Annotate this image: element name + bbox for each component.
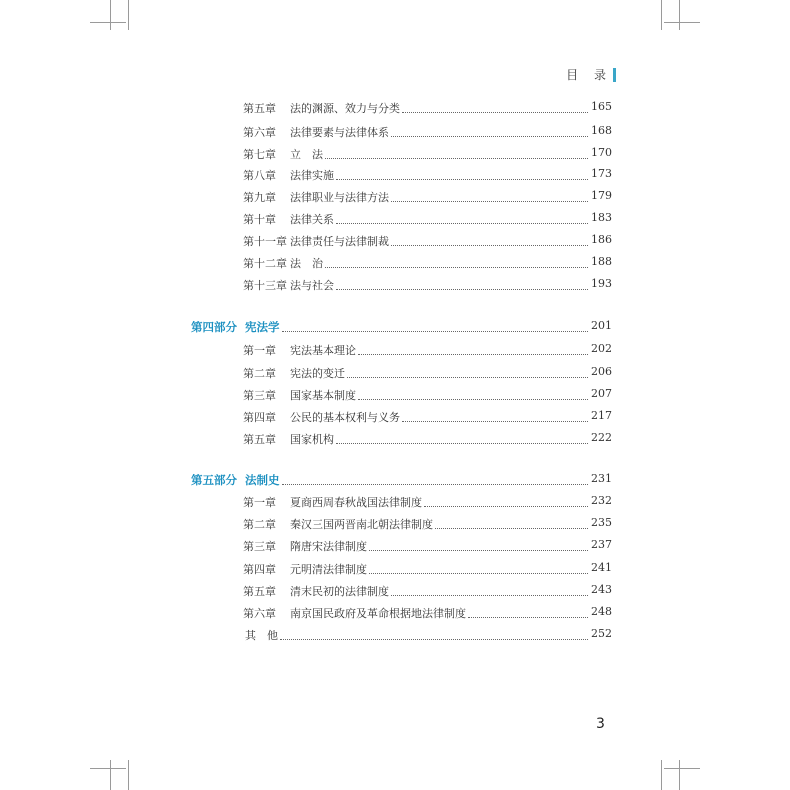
toc-page-number: 183 <box>591 211 612 224</box>
toc-chapter-row <box>0 605 790 625</box>
toc-leader-dots <box>391 136 588 137</box>
toc-chapter-row <box>0 211 790 231</box>
crop-mark <box>679 0 680 30</box>
toc-leader-dots <box>282 331 588 332</box>
page-header-title: 目 录 <box>566 68 612 82</box>
toc-chapter-row <box>0 431 790 451</box>
toc-entry-title: 立 法 <box>290 148 323 161</box>
toc-entry-title: 秦汉三国两晋南北朝法律制度 <box>290 518 433 531</box>
toc-entry-title: 夏商西周春秋战国法律制度 <box>290 496 422 509</box>
crop-mark <box>661 0 662 30</box>
toc-entry-title: 宪法学 <box>245 320 280 334</box>
toc-chapter-row <box>0 146 790 166</box>
toc-leader-dots <box>391 201 588 202</box>
toc-page-number: 235 <box>591 516 612 529</box>
crop-mark <box>679 760 680 790</box>
toc-leader-dots <box>358 354 588 355</box>
toc-entry-title: 法的渊源、效力与分类 <box>290 102 400 115</box>
toc-chapter-row <box>0 583 790 603</box>
toc-entry-number: 第四章 <box>243 563 276 576</box>
toc-entry-number: 第九章 <box>243 191 276 204</box>
toc-leader-dots <box>358 399 588 400</box>
toc-chapter-row <box>0 538 790 558</box>
toc-page-number: 173 <box>591 167 612 180</box>
toc-entry-number: 第一章 <box>243 344 276 357</box>
toc-leader-dots <box>424 506 588 507</box>
toc-page-number: 243 <box>591 583 612 596</box>
toc-page-number: 170 <box>591 146 612 159</box>
toc-entry-number: 第八章 <box>243 169 276 182</box>
toc-chapter-row <box>0 100 790 120</box>
crop-mark <box>110 0 111 30</box>
toc-leader-dots <box>336 443 588 444</box>
toc-entry-title: 公民的基本权利与义务 <box>290 411 400 424</box>
toc-page-number: 193 <box>591 277 612 290</box>
toc-page-number: 202 <box>591 342 612 355</box>
toc-chapter-row <box>0 627 790 647</box>
toc-entry-title: 法 治 <box>290 257 323 270</box>
toc-leader-dots <box>435 528 588 529</box>
toc-entry-number: 第十一章 <box>243 235 287 248</box>
header-accent-bar <box>613 68 616 82</box>
crop-mark <box>90 22 126 23</box>
toc-page-number: 201 <box>591 319 612 332</box>
toc-entry-title: 法与社会 <box>290 279 334 292</box>
toc-chapter-row <box>0 124 790 144</box>
toc-leader-dots <box>468 617 588 618</box>
toc-leader-dots <box>369 550 588 551</box>
toc-entry-title: 法制史 <box>245 473 280 487</box>
toc-page-number: 232 <box>591 494 612 507</box>
crop-mark <box>128 760 129 790</box>
toc-leader-dots <box>369 573 588 574</box>
crop-mark <box>661 760 662 790</box>
toc-page-number: 186 <box>591 233 612 246</box>
toc-leader-dots <box>336 289 588 290</box>
toc-entry-number: 第五章 <box>243 433 276 446</box>
toc-chapter-row <box>0 167 790 187</box>
toc-chapter-row <box>0 255 790 275</box>
toc-leader-dots <box>282 484 588 485</box>
toc-page-number: 222 <box>591 431 612 444</box>
toc-entry-title: 法律责任与法律制裁 <box>290 235 389 248</box>
toc-page-number: 165 <box>591 100 612 113</box>
toc-leader-dots <box>347 377 588 378</box>
toc-leader-dots <box>402 421 588 422</box>
toc-leader-dots <box>280 639 588 640</box>
crop-mark <box>664 22 700 23</box>
toc-part-row <box>0 472 790 492</box>
toc-page-number: 179 <box>591 189 612 202</box>
toc-chapter-row <box>0 233 790 253</box>
toc-entry-number: 第六章 <box>243 126 276 139</box>
toc-page-number: 207 <box>591 387 612 400</box>
toc-entry-title: 宪法基本理论 <box>290 344 356 357</box>
toc-entry-number: 第五部分 <box>191 473 237 487</box>
toc-entry-title: 法律实施 <box>290 169 334 182</box>
toc-entry-number: 第五章 <box>243 102 276 115</box>
toc-entry-number: 第七章 <box>243 148 276 161</box>
crop-mark <box>128 0 129 30</box>
crop-mark <box>90 768 126 769</box>
toc-entry-number: 第三章 <box>243 540 276 553</box>
toc-entry-title: 法律要素与法律体系 <box>290 126 389 139</box>
toc-entry-number: 第六章 <box>243 607 276 620</box>
toc-page-number: 206 <box>591 365 612 378</box>
page-number: 3 <box>596 716 605 732</box>
toc-chapter-row <box>0 494 790 514</box>
toc-leader-dots <box>325 267 588 268</box>
toc-part-row <box>0 319 790 339</box>
toc-entry-number: 第十章 <box>243 213 276 226</box>
toc-entry-number: 第十三章 <box>243 279 287 292</box>
toc-page-number: 241 <box>591 561 612 574</box>
toc-entry-title: 法律职业与法律方法 <box>290 191 389 204</box>
toc-entry-title: 国家基本制度 <box>290 389 356 402</box>
toc-entry-number: 第四章 <box>243 411 276 424</box>
toc-entry-title: 隋唐宋法律制度 <box>290 540 367 553</box>
toc-chapter-row <box>0 409 790 429</box>
toc-page-number: 188 <box>591 255 612 268</box>
toc-page-number: 168 <box>591 124 612 137</box>
toc-page-number: 237 <box>591 538 612 551</box>
toc-page-number: 252 <box>591 627 612 640</box>
toc-leader-dots <box>391 245 588 246</box>
toc-entry-title: 清末民初的法律制度 <box>290 585 389 598</box>
toc-entry-number: 其 他 <box>245 629 278 642</box>
toc-chapter-row <box>0 516 790 536</box>
toc-entry-title: 宪法的变迁 <box>290 367 345 380</box>
toc-entry-number: 第二章 <box>243 367 276 380</box>
toc-entry-number: 第二章 <box>243 518 276 531</box>
toc-chapter-row <box>0 365 790 385</box>
toc-entry-number: 第五章 <box>243 585 276 598</box>
toc-page-number: 248 <box>591 605 612 618</box>
toc-entry-title: 国家机构 <box>290 433 334 446</box>
toc-entry-title: 元明清法律制度 <box>290 563 367 576</box>
toc-entry-number: 第四部分 <box>191 320 237 334</box>
crop-mark <box>110 760 111 790</box>
toc-leader-dots <box>336 223 588 224</box>
toc-entry-title: 法律关系 <box>290 213 334 226</box>
crop-mark <box>664 768 700 769</box>
toc-page-number: 217 <box>591 409 612 422</box>
toc-leader-dots <box>336 179 588 180</box>
toc-chapter-row <box>0 561 790 581</box>
toc-leader-dots <box>402 112 588 113</box>
toc-chapter-row <box>0 387 790 407</box>
toc-entry-number: 第十二章 <box>243 257 287 270</box>
toc-page-number: 231 <box>591 472 612 485</box>
toc-chapter-row <box>0 277 790 297</box>
toc-entry-number: 第三章 <box>243 389 276 402</box>
toc-leader-dots <box>325 158 588 159</box>
toc-chapter-row <box>0 189 790 209</box>
toc-leader-dots <box>391 595 588 596</box>
toc-entry-number: 第一章 <box>243 496 276 509</box>
toc-entry-title: 南京国民政府及革命根据地法律制度 <box>290 607 466 620</box>
toc-chapter-row <box>0 342 790 362</box>
